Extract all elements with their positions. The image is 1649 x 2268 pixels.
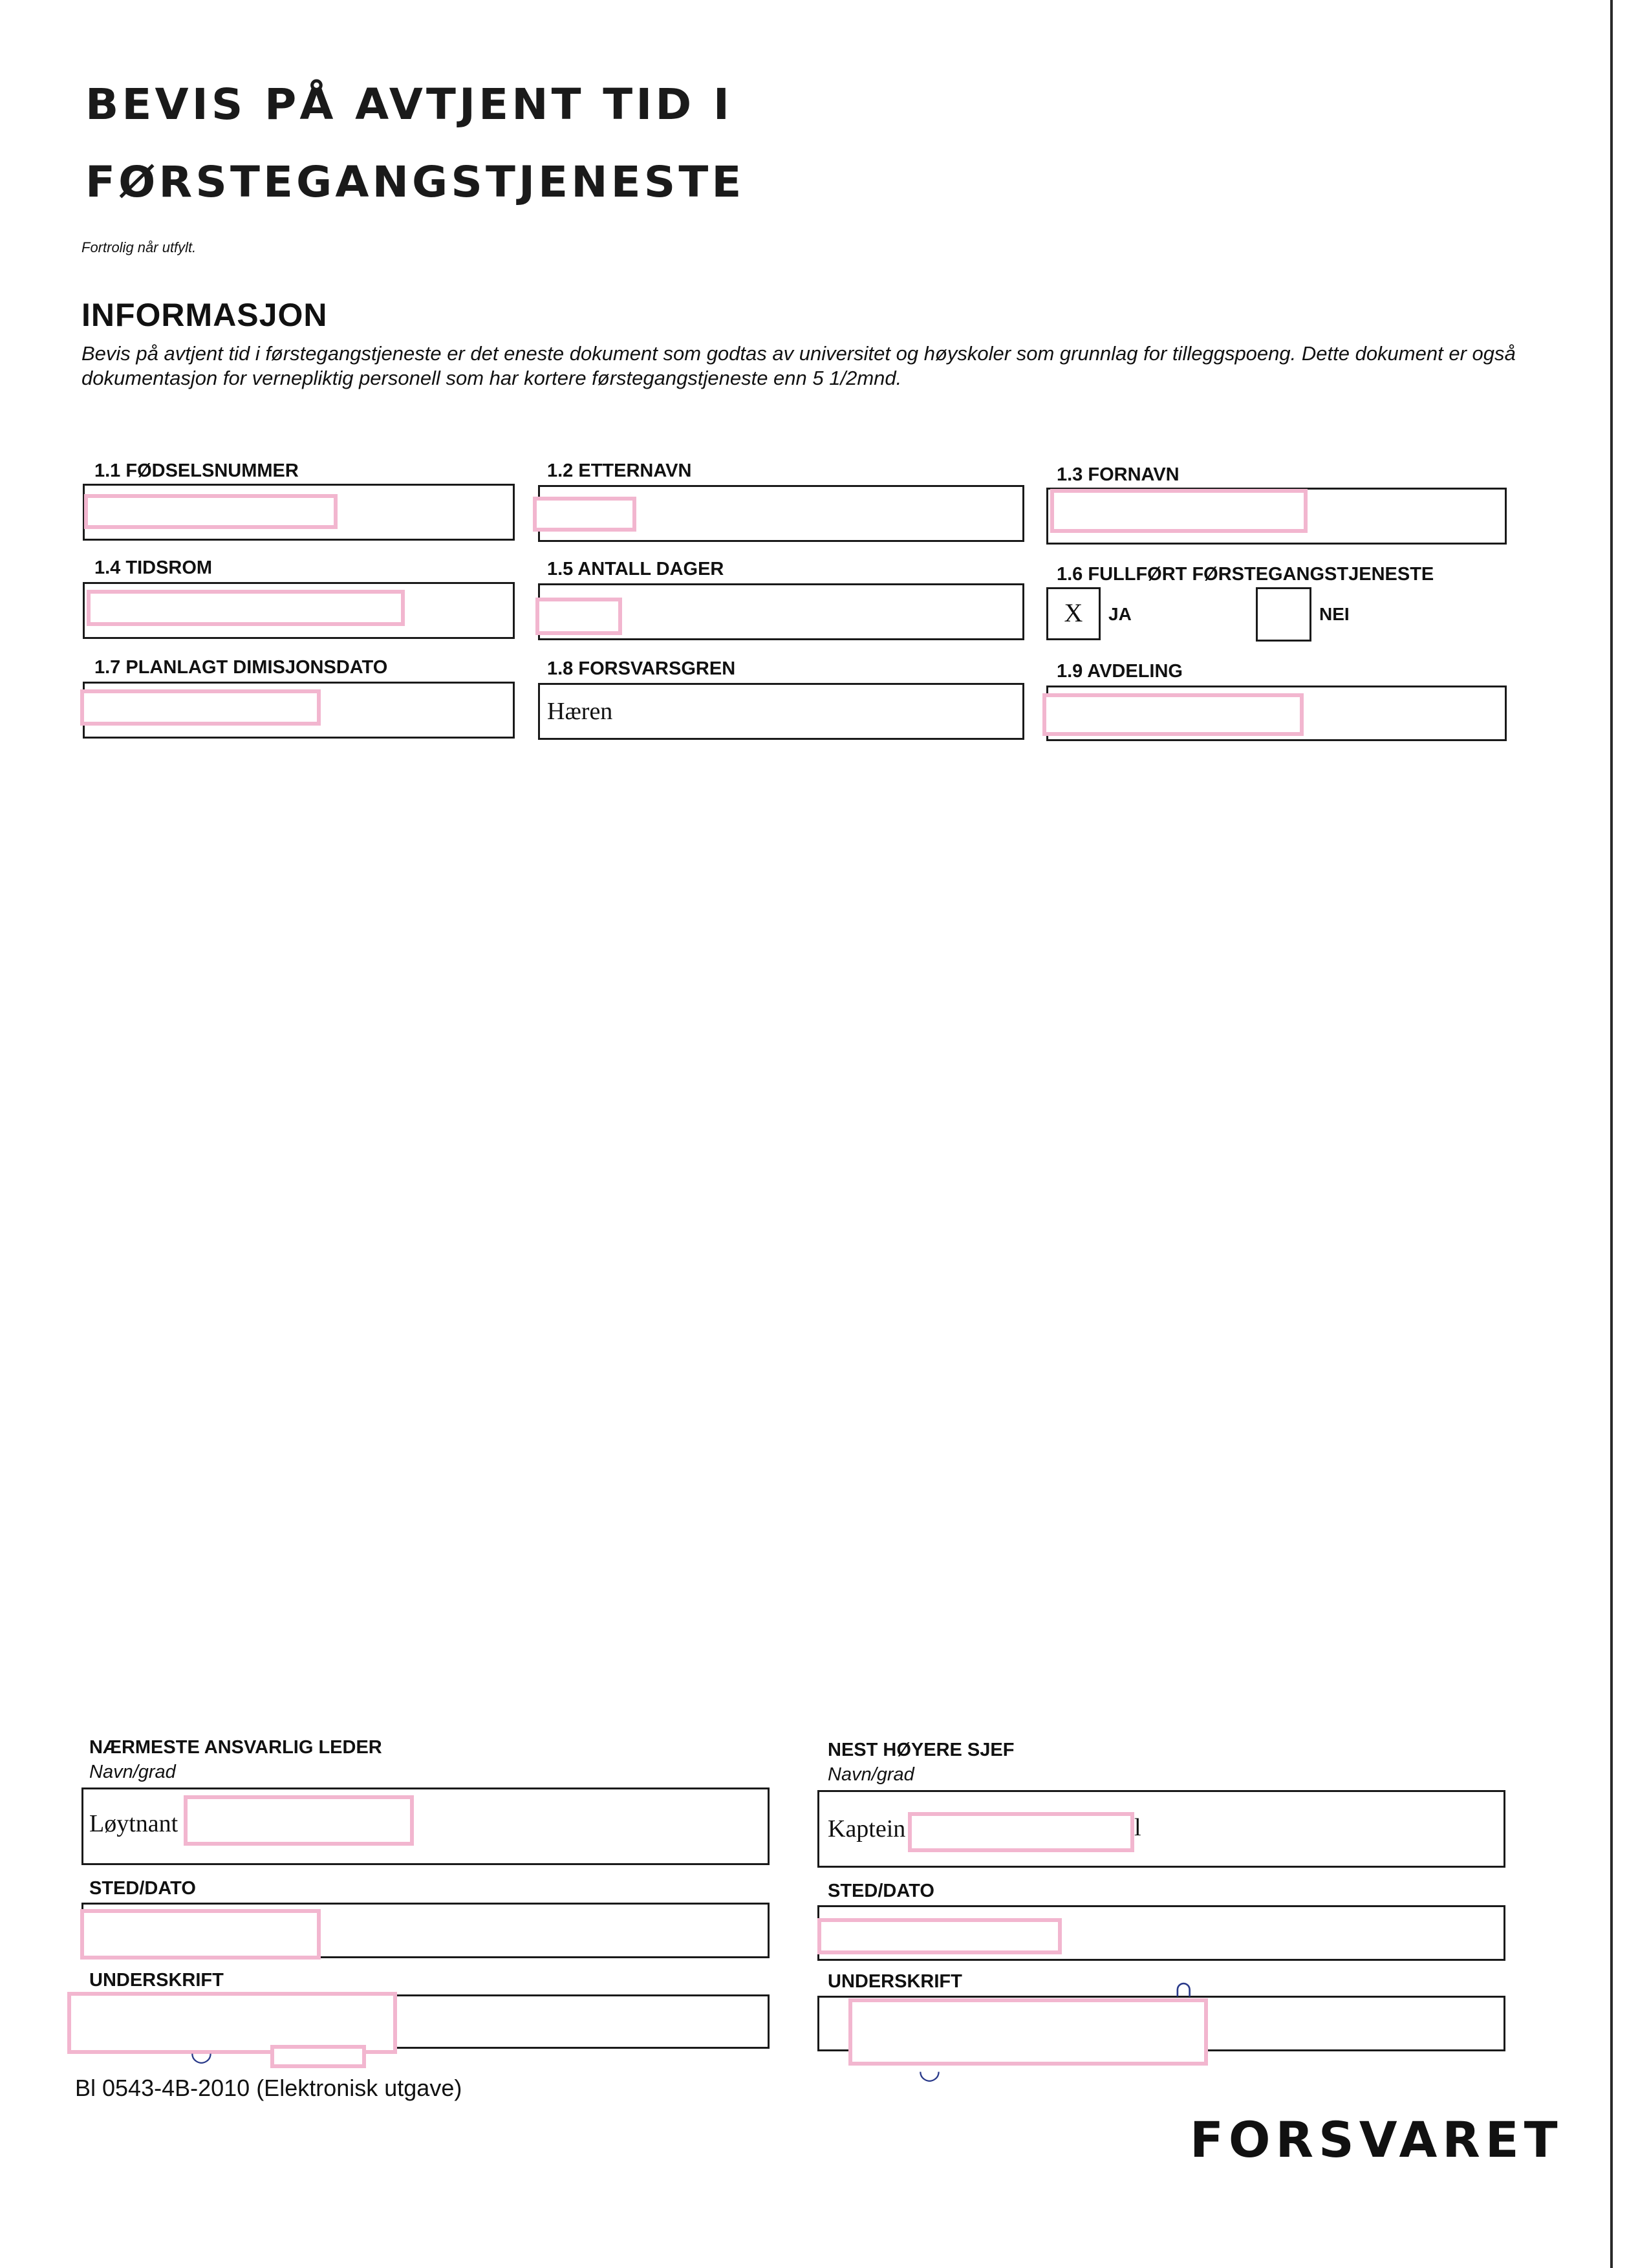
signature-pen-mark-right: ◡ [918,2055,941,2085]
label-antall-dager: 1.5 ANTALL DAGER [547,559,724,579]
value-superior-name: Kaptein [828,1815,906,1842]
label-fodselsnummer: 1.1 FØDSELSNUMMER [94,460,299,481]
value-superior-name-suffix: l [1134,1814,1141,1841]
scan-page-edge [1610,0,1613,2268]
redaction-superior-place [817,1918,1062,1954]
document-title-line1: BEVIS PÅ AVTJENT TID I [85,80,733,129]
label-tidsrom: 1.4 TIDSROM [94,557,213,578]
superior-signature-label: UNDERSKRIFT [828,1971,962,1992]
information-text: Bevis på avtjent tid i førstegangstjeneste er det eneste dokument som godtas av universitet og høyskoler som grunnlag for tilleggspoeng. Dette dokument er også dokumentasjon for vernepliktig personell som har kortere førstegangstjeneste enn 5 1/2mnd. [81,342,1516,389]
redaction-dimisjonsdato [80,689,321,726]
leader-signature-label: UNDERSKRIFT [89,1970,224,1991]
label-etternavn: 1.2 ETTERNAVN [547,460,692,481]
leader-heading: NÆRMESTE ANSVARLIG LEDER [89,1737,382,1758]
signature-pen-mark-top: ∩ [1174,1976,1193,2002]
label-fornavn: 1.3 FORNAVN [1057,464,1180,485]
redaction-leader-signature-tail [270,2045,366,2068]
redaction-fodselsnummer [84,494,338,529]
redaction-leader-place [80,1909,321,1960]
redaction-antall-dager [535,598,622,635]
redaction-fornavn [1050,489,1308,533]
label-avdeling: 1.9 AVDELING [1057,661,1183,682]
superior-place-label: STED/DATO [828,1881,934,1901]
checkbox-nei-label: NEI [1319,604,1350,624]
label-dimisjonsdato: 1.7 PLANLAGT DIMISJONSDATO [94,657,388,678]
checkbox-ja[interactable]: X [1046,587,1101,640]
redaction-etternavn [533,497,636,532]
confidential-note: Fortrolig når utfylt. [81,239,197,255]
redaction-tidsrom [87,590,405,626]
redaction-superior-signature [848,1998,1208,2066]
signature-pen-mark-left: ◡ [190,2037,213,2067]
superior-heading: NEST HØYERE SJEF [828,1740,1015,1760]
value-leader-name: Løytnant [89,1810,178,1837]
label-forsvarsgren: 1.8 FORSVARSGREN [547,658,736,679]
information-heading: INFORMASJON [81,297,328,333]
value-forsvarsgren: Hæren [547,698,613,725]
redaction-avdeling [1042,693,1304,736]
redaction-superior-name [908,1812,1134,1852]
form-number: Bl 0543-4B-2010 (Elektronisk utgave) [75,2075,462,2101]
forsvaret-logo: FORSVARET [1190,2111,1563,2168]
label-fullfort: 1.6 FULLFØRT FØRSTEGANGSTJENESTE [1057,564,1434,585]
checkbox-ja-label: JA [1108,604,1132,624]
superior-subheading: Navn/grad [828,1764,914,1785]
leader-subheading: Navn/grad [89,1762,176,1782]
leader-place-label: STED/DATO [89,1878,196,1899]
document-title-line2: FØRSTEGANGSTJENESTE [85,157,745,207]
redaction-leader-name [184,1795,414,1846]
checkbox-nei[interactable] [1256,587,1311,642]
